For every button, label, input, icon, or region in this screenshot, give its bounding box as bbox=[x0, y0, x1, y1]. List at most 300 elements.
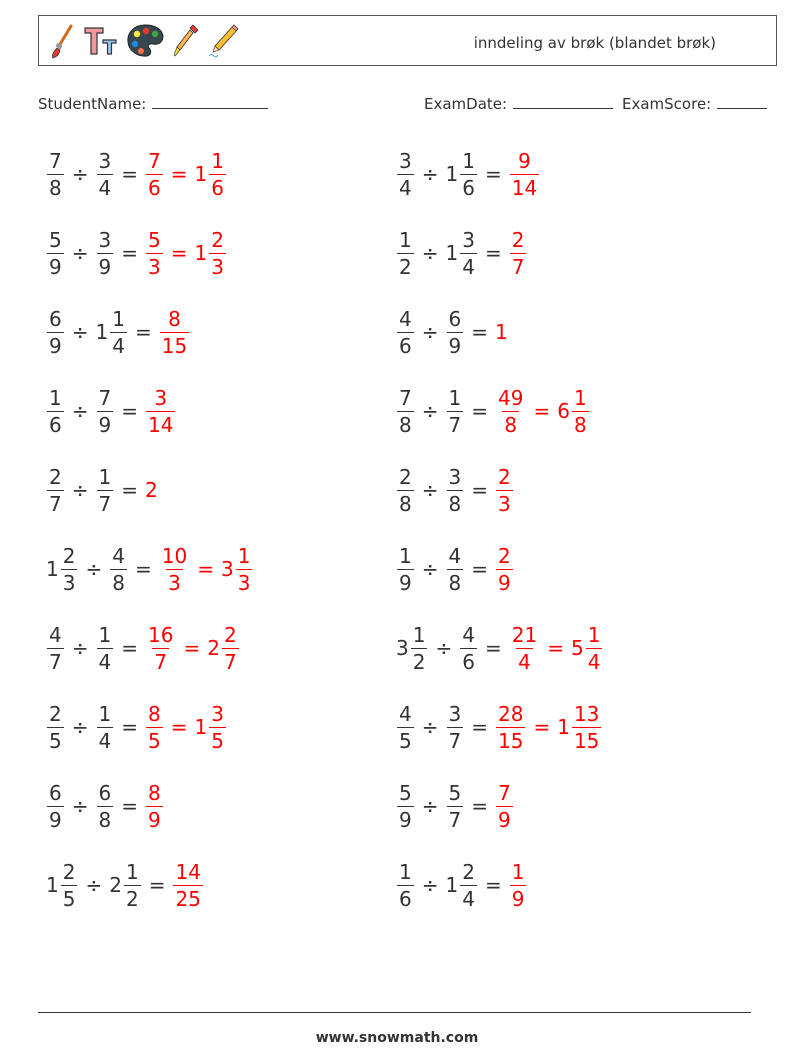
problem-item bbox=[396, 381, 590, 441]
numerator: 1 bbox=[211, 148, 224, 173]
divide-sign: ÷ bbox=[71, 478, 89, 502]
denominator: 3 bbox=[168, 570, 181, 595]
divide-sign: ÷ bbox=[71, 715, 89, 739]
numerator: 2 bbox=[62, 543, 76, 568]
divide-sign: ÷ bbox=[421, 320, 439, 344]
divide-sign: ÷ bbox=[421, 557, 439, 581]
footer-url: www.snowmath.com bbox=[315, 1030, 479, 1046]
denominator: 9 bbox=[49, 333, 62, 358]
answer-value bbox=[159, 306, 190, 358]
dividend bbox=[396, 622, 428, 674]
fraction bbox=[47, 227, 64, 279]
divide-sign: ÷ bbox=[71, 162, 89, 186]
denominator: 4 bbox=[587, 649, 601, 674]
divisor bbox=[95, 306, 128, 358]
fraction bbox=[47, 306, 64, 358]
whole-number: 1 bbox=[445, 873, 459, 897]
equals-sign: = bbox=[471, 320, 488, 344]
denominator: 4 bbox=[98, 175, 112, 200]
denominator: 8 bbox=[49, 175, 62, 200]
numerator: 2 bbox=[62, 859, 76, 884]
answer bbox=[145, 622, 240, 674]
divisor bbox=[109, 859, 141, 911]
fraction bbox=[47, 464, 64, 516]
answer bbox=[495, 464, 514, 516]
denominator: 15 bbox=[161, 333, 188, 358]
equals-sign: = bbox=[170, 162, 188, 186]
answer-value bbox=[194, 148, 227, 200]
numerator: 1 bbox=[125, 859, 139, 884]
equals-sign: = bbox=[183, 636, 201, 660]
fraction bbox=[173, 859, 202, 911]
numerator: 3 bbox=[462, 227, 475, 252]
answer bbox=[145, 148, 227, 200]
numerator: 5 bbox=[448, 780, 462, 805]
numerator: 1 bbox=[399, 859, 412, 884]
divide-sign: ÷ bbox=[71, 399, 89, 423]
equals-sign: = bbox=[484, 636, 502, 660]
dividend bbox=[396, 543, 415, 595]
denominator: 5 bbox=[211, 728, 224, 753]
denominator: 9 bbox=[511, 886, 525, 911]
numerator: 1 bbox=[511, 859, 525, 884]
equals-sign: = bbox=[471, 478, 488, 502]
divisor bbox=[96, 464, 115, 516]
answer-value bbox=[509, 859, 528, 911]
numerator: 2 bbox=[49, 464, 62, 489]
fraction bbox=[160, 543, 189, 595]
numerator: 2 bbox=[498, 543, 511, 568]
fraction bbox=[397, 385, 414, 437]
answer-value bbox=[509, 622, 540, 674]
answer bbox=[495, 543, 514, 595]
whole-number: 1 bbox=[95, 320, 109, 344]
numerator: 7 bbox=[498, 780, 511, 805]
numerator: 3 bbox=[154, 385, 168, 410]
problem-item bbox=[46, 302, 190, 362]
numerator: 1 bbox=[98, 622, 112, 647]
numerator: 1 bbox=[573, 385, 587, 410]
denominator: 4 bbox=[462, 886, 475, 911]
denominator: 8 bbox=[399, 491, 412, 516]
fraction bbox=[47, 385, 64, 437]
denominator: 9 bbox=[399, 807, 412, 832]
whole-number: 1 bbox=[557, 715, 570, 739]
fraction bbox=[47, 148, 64, 200]
fraction bbox=[586, 622, 603, 674]
answer bbox=[145, 701, 227, 753]
divisor bbox=[459, 622, 478, 674]
answer-value bbox=[145, 385, 176, 437]
whole-number: 3 bbox=[220, 557, 234, 581]
whole-number: 1 bbox=[46, 873, 59, 897]
numerator: 4 bbox=[462, 622, 475, 647]
equals-sign: = bbox=[121, 794, 138, 818]
denominator: 2 bbox=[412, 649, 426, 674]
answer-value bbox=[509, 227, 528, 279]
whole-number: 5 bbox=[570, 636, 584, 660]
problem-item bbox=[46, 539, 253, 599]
answer-value bbox=[509, 148, 540, 200]
fraction bbox=[496, 701, 525, 753]
denominator: 9 bbox=[148, 807, 161, 832]
fraction bbox=[47, 701, 64, 753]
numerator: 5 bbox=[399, 780, 412, 805]
divisor bbox=[96, 622, 115, 674]
fraction bbox=[146, 227, 163, 279]
numerator: 16 bbox=[148, 622, 174, 647]
denominator: 9 bbox=[98, 254, 112, 279]
answer-value bbox=[495, 543, 514, 595]
divisor bbox=[446, 464, 465, 516]
fraction bbox=[496, 780, 513, 832]
numerator: 2 bbox=[498, 464, 511, 489]
numerator: 3 bbox=[448, 464, 462, 489]
numerator: 7 bbox=[98, 385, 112, 410]
numerator: 1 bbox=[112, 306, 125, 331]
denominator: 25 bbox=[175, 886, 201, 911]
dividend bbox=[396, 306, 415, 358]
fraction bbox=[160, 306, 189, 358]
denominator: 9 bbox=[448, 333, 462, 358]
denominator: 7 bbox=[49, 649, 62, 674]
whole-number: 2 bbox=[207, 636, 220, 660]
dividend bbox=[46, 464, 65, 516]
fraction bbox=[510, 859, 527, 911]
fraction bbox=[460, 227, 477, 279]
denominator: 7 bbox=[154, 649, 168, 674]
numerator: 1 bbox=[399, 227, 412, 252]
problem-item bbox=[46, 144, 227, 204]
student-name-label: StudentName: bbox=[38, 95, 147, 113]
denominator: 7 bbox=[223, 649, 237, 674]
divide-sign: ÷ bbox=[85, 557, 103, 581]
denominator: 2 bbox=[125, 886, 139, 911]
numerator: 6 bbox=[98, 780, 112, 805]
denominator: 4 bbox=[112, 333, 125, 358]
fraction bbox=[397, 306, 414, 358]
fraction bbox=[97, 385, 114, 437]
problem-item bbox=[396, 460, 514, 520]
equals-sign: = bbox=[197, 557, 214, 581]
numerator: 1 bbox=[587, 622, 601, 647]
answer bbox=[509, 859, 528, 911]
equals-sign: = bbox=[533, 399, 551, 423]
divide-sign: ÷ bbox=[421, 794, 439, 818]
denominator: 6 bbox=[399, 333, 412, 358]
numerator: 4 bbox=[399, 701, 412, 726]
denominator: 8 bbox=[399, 412, 412, 437]
problem-item bbox=[396, 776, 514, 836]
equals-sign: = bbox=[484, 241, 502, 265]
fraction bbox=[447, 701, 464, 753]
whole-number: 3 bbox=[396, 636, 409, 660]
fraction bbox=[397, 148, 414, 200]
fraction bbox=[460, 622, 477, 674]
denominator: 4 bbox=[518, 649, 531, 674]
fraction bbox=[447, 464, 464, 516]
denominator: 3 bbox=[498, 491, 511, 516]
answer bbox=[509, 622, 604, 674]
fraction bbox=[496, 543, 513, 595]
divisor bbox=[96, 701, 115, 753]
answer bbox=[172, 859, 203, 911]
numerator: 6 bbox=[448, 306, 462, 331]
dividend bbox=[46, 780, 65, 832]
divide-sign: ÷ bbox=[421, 399, 439, 423]
divisor bbox=[445, 227, 478, 279]
fraction bbox=[460, 859, 477, 911]
equals-sign: = bbox=[121, 241, 138, 265]
numerator: 1 bbox=[98, 464, 112, 489]
fraction bbox=[124, 859, 141, 911]
problem-item bbox=[396, 302, 509, 362]
problem-item bbox=[46, 223, 227, 283]
answer bbox=[145, 478, 159, 502]
numerator: 1 bbox=[412, 622, 426, 647]
fraction bbox=[397, 859, 414, 911]
numerator: 8 bbox=[148, 701, 161, 726]
equals-sign: = bbox=[471, 399, 488, 423]
denominator: 9 bbox=[498, 570, 511, 595]
numerator: 21 bbox=[511, 622, 538, 647]
fraction bbox=[397, 227, 414, 279]
denominator: 14 bbox=[511, 175, 538, 200]
fraction bbox=[496, 385, 525, 437]
denominator: 9 bbox=[498, 807, 511, 832]
denominator: 7 bbox=[511, 254, 525, 279]
answer-value bbox=[220, 543, 253, 595]
divide-sign: ÷ bbox=[421, 478, 439, 502]
fraction bbox=[146, 385, 175, 437]
equals-sign: = bbox=[484, 873, 502, 897]
answer-value bbox=[495, 385, 526, 437]
answer bbox=[509, 148, 540, 200]
denominator: 4 bbox=[98, 649, 112, 674]
exam-date-label: ExamDate: bbox=[424, 95, 508, 113]
divide-sign: ÷ bbox=[435, 636, 453, 660]
denominator: 6 bbox=[49, 412, 62, 437]
answer-value bbox=[145, 478, 159, 502]
footer-divider bbox=[38, 1012, 751, 1013]
numerator: 8 bbox=[148, 780, 161, 805]
numerator: 4 bbox=[399, 306, 412, 331]
problem-item bbox=[46, 697, 227, 757]
fraction bbox=[236, 543, 253, 595]
divisor bbox=[446, 780, 465, 832]
answer-value bbox=[495, 464, 514, 516]
dividend bbox=[46, 227, 65, 279]
divisor bbox=[96, 385, 115, 437]
whole-number: 2 bbox=[109, 873, 122, 897]
answer-value bbox=[557, 385, 589, 437]
numerator: 2 bbox=[462, 859, 475, 884]
divisor bbox=[446, 385, 465, 437]
divisor bbox=[446, 306, 465, 358]
fraction bbox=[47, 622, 64, 674]
denominator: 8 bbox=[112, 570, 125, 595]
numerator: 7 bbox=[49, 148, 62, 173]
divide-sign: ÷ bbox=[421, 715, 439, 739]
whole-number: 1 bbox=[194, 715, 208, 739]
problem-item bbox=[396, 618, 603, 678]
denominator: 6 bbox=[462, 649, 475, 674]
denominator: 3 bbox=[237, 570, 251, 595]
denominator: 5 bbox=[399, 728, 412, 753]
answer bbox=[509, 227, 528, 279]
dividend bbox=[396, 148, 415, 200]
fraction bbox=[61, 543, 78, 595]
answer bbox=[159, 306, 190, 358]
numerator: 1 bbox=[448, 385, 462, 410]
divide-sign: ÷ bbox=[71, 794, 89, 818]
equals-sign: = bbox=[121, 162, 138, 186]
exam-score-label: ExamScore: bbox=[622, 95, 712, 113]
numerator: 5 bbox=[49, 227, 62, 252]
fraction bbox=[496, 464, 513, 516]
divisor bbox=[445, 859, 478, 911]
answer bbox=[145, 780, 164, 832]
fraction bbox=[47, 780, 64, 832]
answer-value bbox=[145, 622, 176, 674]
answer bbox=[145, 385, 176, 437]
answer-value bbox=[172, 859, 203, 911]
numerator: 49 bbox=[498, 385, 524, 410]
denominator: 9 bbox=[98, 412, 112, 437]
equals-sign: = bbox=[533, 715, 551, 739]
answer-value bbox=[194, 227, 227, 279]
whole-number: 1 bbox=[194, 241, 208, 265]
denominator: 3 bbox=[62, 570, 76, 595]
numerator: 1 bbox=[462, 148, 475, 173]
equals-sign: = bbox=[471, 557, 488, 581]
numerator: 4 bbox=[448, 543, 462, 568]
dividend bbox=[396, 859, 415, 911]
whole-number: 1 bbox=[445, 241, 459, 265]
numerator: 2 bbox=[399, 464, 412, 489]
problem-item bbox=[46, 381, 176, 441]
dividend bbox=[396, 385, 415, 437]
fraction bbox=[222, 622, 239, 674]
dividend bbox=[46, 385, 65, 437]
problem-item bbox=[396, 144, 540, 204]
numerator: 4 bbox=[112, 543, 125, 568]
numerator: 10 bbox=[161, 543, 188, 568]
denominator: 8 bbox=[573, 412, 587, 437]
fraction bbox=[110, 306, 127, 358]
equals-sign: = bbox=[484, 162, 502, 186]
numerator: 8 bbox=[168, 306, 181, 331]
fraction bbox=[510, 622, 539, 674]
denominator: 3 bbox=[211, 254, 224, 279]
dividend bbox=[46, 148, 65, 200]
answer-value bbox=[194, 701, 227, 753]
dividend bbox=[46, 306, 65, 358]
answer-value bbox=[495, 320, 509, 344]
answer bbox=[159, 543, 254, 595]
fraction bbox=[146, 148, 163, 200]
denominator: 8 bbox=[98, 807, 112, 832]
numerator: 7 bbox=[399, 385, 412, 410]
divisor bbox=[96, 780, 115, 832]
answer-value bbox=[145, 780, 164, 832]
dividend bbox=[396, 227, 415, 279]
fraction bbox=[61, 859, 78, 911]
denominator: 6 bbox=[148, 175, 161, 200]
answer bbox=[495, 701, 602, 753]
dividend bbox=[396, 464, 415, 516]
denominator: 6 bbox=[211, 175, 224, 200]
equals-sign: = bbox=[121, 715, 138, 739]
answer-value bbox=[557, 701, 602, 753]
dividend bbox=[46, 859, 78, 911]
dividend bbox=[46, 622, 65, 674]
fraction bbox=[209, 701, 226, 753]
divisor bbox=[446, 543, 465, 595]
divide-sign: ÷ bbox=[71, 320, 89, 344]
denominator: 5 bbox=[148, 728, 161, 753]
divide-sign: ÷ bbox=[71, 241, 89, 265]
divisor bbox=[96, 227, 115, 279]
whole-number: 1 bbox=[46, 557, 59, 581]
problem-item bbox=[396, 539, 514, 599]
dividend bbox=[46, 701, 65, 753]
numerator: 2 bbox=[49, 701, 62, 726]
denominator: 9 bbox=[49, 807, 62, 832]
fraction bbox=[97, 780, 114, 832]
equals-sign: = bbox=[170, 715, 188, 739]
numerator: 9 bbox=[518, 148, 531, 173]
divisor bbox=[445, 148, 478, 200]
fraction bbox=[411, 622, 428, 674]
equals-sign: = bbox=[170, 241, 188, 265]
divide-sign: ÷ bbox=[71, 636, 89, 660]
whole-number: 2 bbox=[145, 478, 158, 502]
denominator: 15 bbox=[573, 728, 600, 753]
problem-item bbox=[46, 855, 204, 915]
problem-item bbox=[46, 618, 240, 678]
problem-item bbox=[46, 460, 159, 520]
denominator: 5 bbox=[62, 886, 76, 911]
denominator: 14 bbox=[148, 412, 174, 437]
fraction bbox=[146, 701, 163, 753]
equals-sign: = bbox=[121, 399, 138, 423]
equals-sign: = bbox=[121, 636, 138, 660]
numerator: 2 bbox=[223, 622, 237, 647]
divide-sign: ÷ bbox=[85, 873, 103, 897]
denominator: 15 bbox=[498, 728, 524, 753]
divisor bbox=[109, 543, 128, 595]
fraction bbox=[460, 148, 477, 200]
denominator: 7 bbox=[448, 728, 462, 753]
answer-value bbox=[145, 148, 164, 200]
denominator: 7 bbox=[448, 807, 462, 832]
answer bbox=[495, 385, 590, 437]
fraction bbox=[97, 464, 114, 516]
numerator: 1 bbox=[98, 701, 112, 726]
numerator: 3 bbox=[98, 148, 112, 173]
denominator: 7 bbox=[448, 412, 462, 437]
answer-value bbox=[570, 622, 603, 674]
denominator: 8 bbox=[504, 412, 518, 437]
problem-item bbox=[396, 697, 602, 757]
fraction bbox=[510, 148, 539, 200]
fraction bbox=[97, 148, 114, 200]
numerator: 13 bbox=[573, 701, 600, 726]
denominator: 8 bbox=[448, 491, 462, 516]
denominator: 3 bbox=[148, 254, 161, 279]
denominator: 2 bbox=[399, 254, 412, 279]
